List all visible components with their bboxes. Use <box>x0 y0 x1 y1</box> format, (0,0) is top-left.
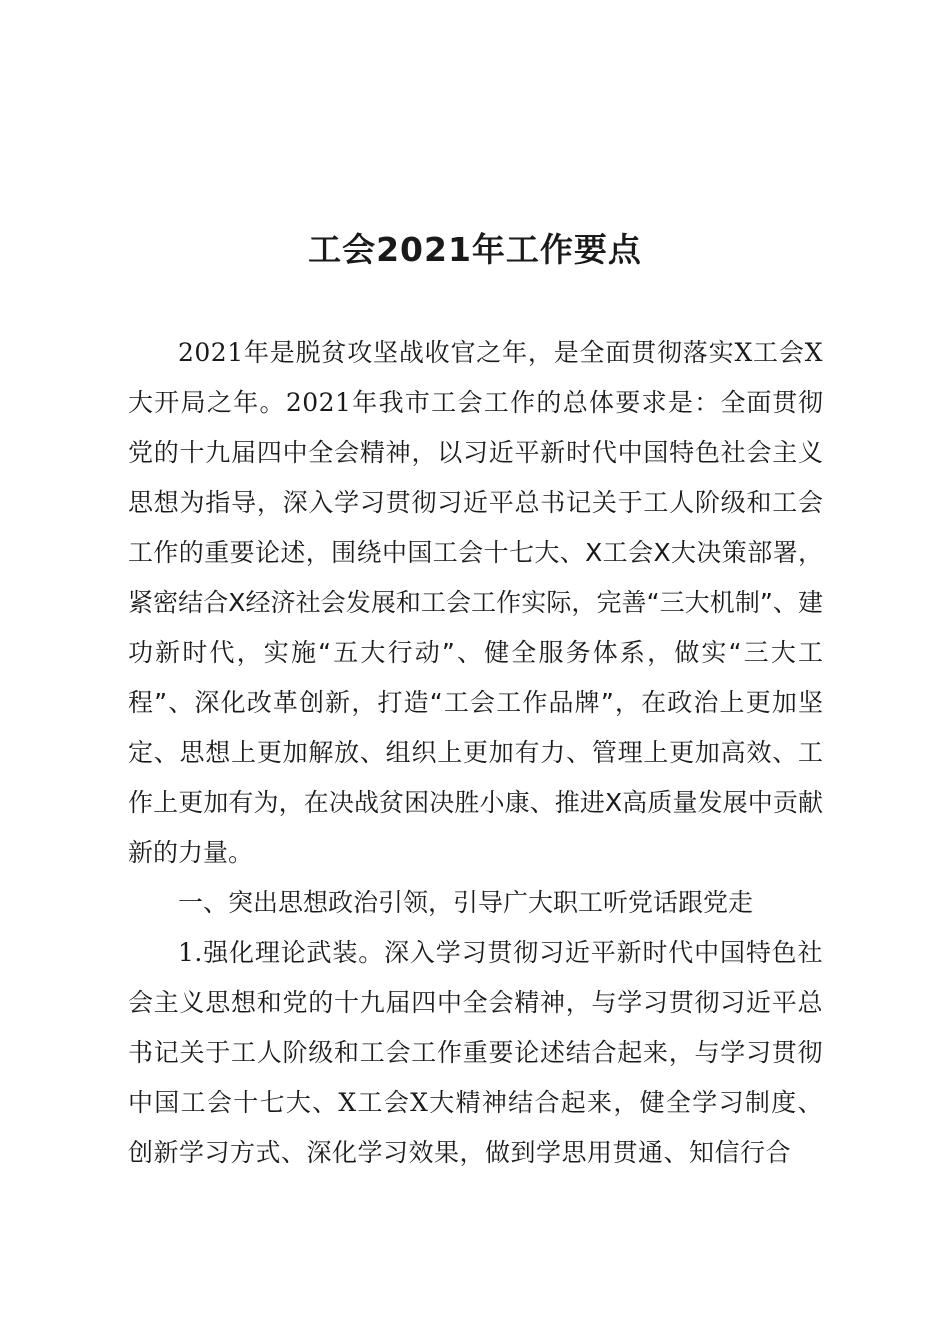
section-heading-1: 一、突出思想政治引领，引导广大职工听党话跟党走 <box>178 888 754 917</box>
intro-paragraph <box>128 328 823 878</box>
intro-text-sans: 全面贯彻党的十九届四中全会精神，以习近平新时代中国特色社会主义思想为指导，深入学习贯彻习近平总书记关于工人阶级和工会工作的重要论述，围绕中国工会十七大、X工会X大决策部署，紧密结合X经济社会发展和工会工作实际，完善“三大机制”、建功新时代，实施“五大行动”、健全服务体系，做实“三大工程”、深化改革创新，打造“工会工作品牌”，在政治上更加坚定、思想上更加解放、组织上更加有力、管理上更加高效、工作上更加有为，在决战贫困决胜小康、推进X高质量发展中贡献新的力量。 <box>128 388 823 867</box>
item-paragraph-1: 1.强化理论武装。深入学习贯彻习近平新时代中国特色社会主义思想和党的十九届四中全会精神，与学习贯彻习近平总书记关于工人阶级和工会工作重要论述结合起来，与学习贯彻中国工会十七大、X工会X大精神结合起来，健全学习制度、创新学习方式、深化学习效果，做到学思用贯通、知信行合 <box>128 938 823 1167</box>
document-body <box>128 328 823 1178</box>
document-title: 工会2021年工作要点 <box>308 230 642 269</box>
intro-text-serif: 2021年是脱贫攻坚战收官之年，是全面贯彻落实X工会X大开局之年。2021年我市工会工作的总体要求是： <box>128 338 823 417</box>
